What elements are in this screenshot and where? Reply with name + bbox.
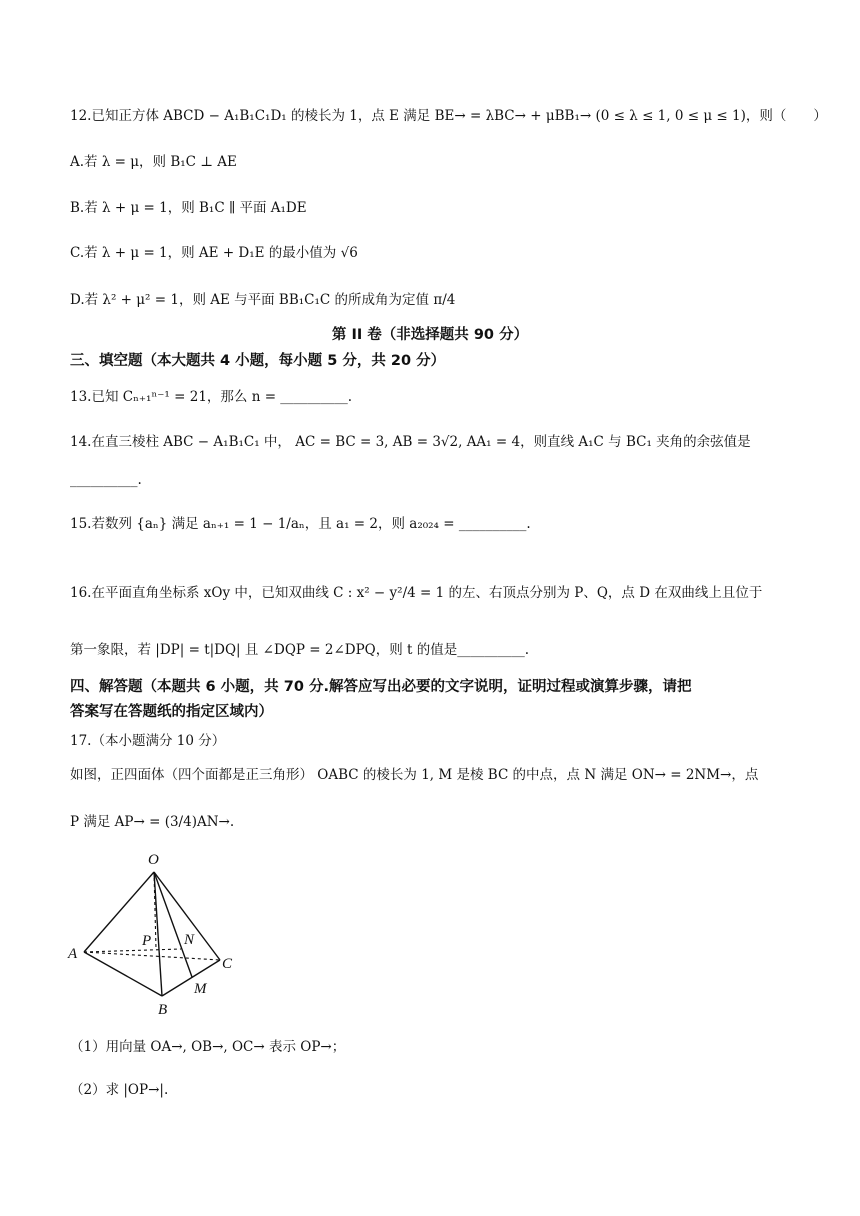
q12-option-d: D.若 λ² + μ² = 1，则 AE 与平面 BB₁C₁C 的所成角为定值 π/4 xyxy=(70,292,456,308)
q17-header: 17.（本小题满分 10 分） xyxy=(70,733,226,749)
label-p: P xyxy=(142,933,152,949)
q12-option-c: C.若 λ + μ = 1，则 AE + D₁E 的最小值为 √6 xyxy=(70,245,358,261)
q12-option-a: A.若 λ = μ，则 B₁C ⊥ AE xyxy=(70,154,237,170)
part2-title: 第 II 卷（非选择题共 90 分） xyxy=(331,327,529,343)
label-b: B xyxy=(158,1002,168,1018)
section4-heading-line2: 答案写在答题纸的指定区域内） xyxy=(70,704,273,720)
q17-stem-line1: 如图，正四面体（四个面都是正三角形） OABC 的棱长为 1, M 是棱 BC 的中点，点 N 满足 ON→ = 2NM→，点 xyxy=(70,767,759,783)
q17-part2: （2）求 |OP→|. xyxy=(70,1082,169,1098)
q16-line2: 第一象限，若 |DP| = t|DQ| 且 ∠DQP = 2∠DPQ，则 t 的值是__________. xyxy=(70,642,530,658)
q17-stem-line2: P 满足 AP→ = (3/4)AN→. xyxy=(70,814,235,830)
tetrahedron-figure xyxy=(62,848,252,1018)
q13: 13.已知 Cₙ₊₁ⁿ⁻¹ = 21，那么 n = __________. xyxy=(70,389,353,405)
section4-heading-line1: 四、解答题（本题共 6 小题，共 70 分.解答应写出必要的文字说明，证明过程或演算步骤，请把 xyxy=(70,679,692,695)
q15: 15.若数列 {aₙ} 满足 aₙ₊₁ = 1 − 1/aₙ，且 a₁ = 2，则 a₂₀₂₄ = __________. xyxy=(70,516,531,532)
label-o: O xyxy=(148,852,159,868)
label-c: C xyxy=(222,956,233,972)
q12-option-b: B.若 λ + μ = 1，则 B₁C ∥ 平面 A₁DE xyxy=(70,200,307,216)
label-m: M xyxy=(194,981,207,997)
label-a: A xyxy=(68,946,78,962)
section3-heading: 三、填空题（本大题共 4 小题，每小题 5 分，共 20 分） xyxy=(70,353,446,369)
q14-line2: __________. xyxy=(70,472,142,488)
label-n: N xyxy=(184,932,195,948)
q16-line1: 16.在平面直角坐标系 xOy 中，已知双曲线 C : x² − y²/4 = 1 的左、右顶点分别为 P、Q，点 D 在双曲线上且位于 xyxy=(70,585,763,601)
q14-line1: 14.在直三棱柱 ABC − A₁B₁C₁ 中， AC = BC = 3, AB = 3√2, AA₁ = 4，则直线 A₁C 与 BC₁ 夹角的余弦值是 xyxy=(70,434,751,450)
q17-part1: （1）用向量 OA→, OB→, OC→ 表示 OP→； xyxy=(70,1039,346,1055)
q12-stem: 12.已知正方体 ABCD − A₁B₁C₁D₁ 的棱长为 1，点 E 满足 BE→ = λBC→ + μBB₁→ (0 ≤ λ ≤ 1, 0 ≤ μ ≤ 1)，则（ ） xyxy=(70,108,827,124)
